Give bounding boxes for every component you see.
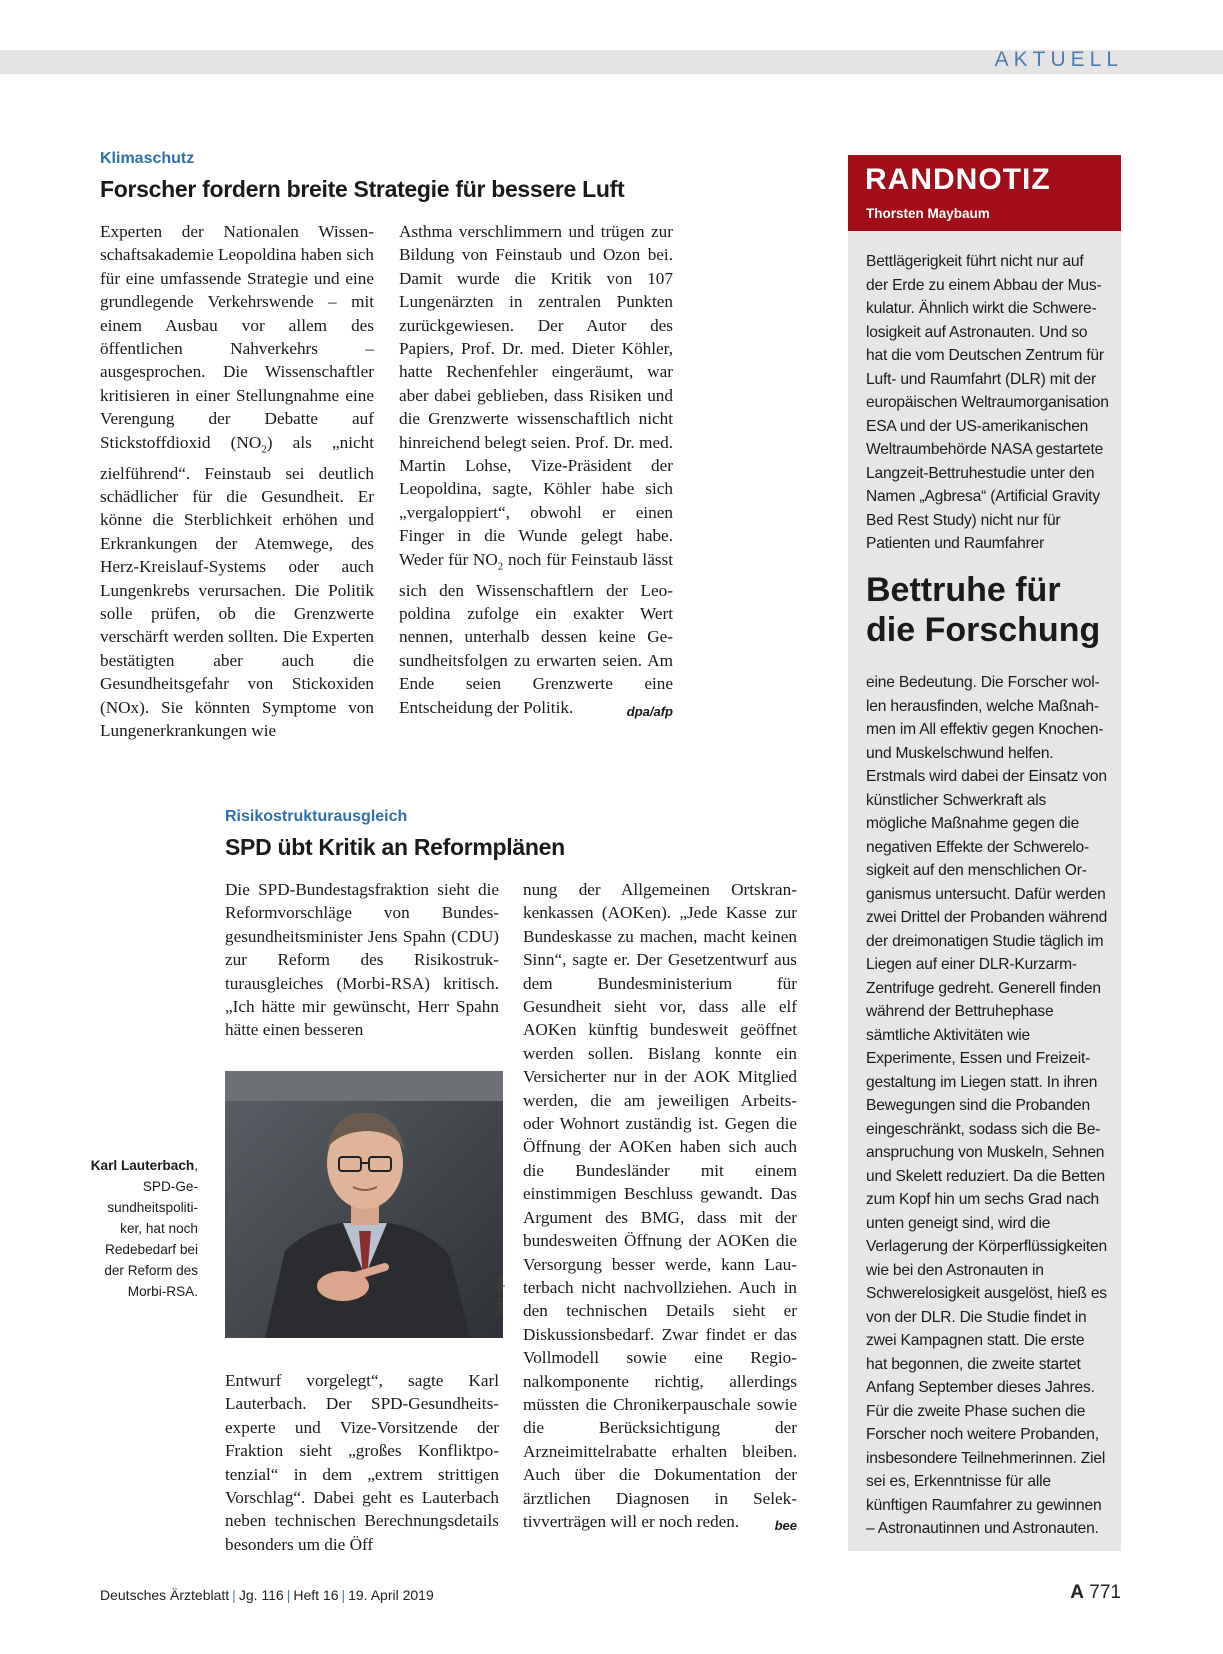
photo-credit: Foto: dpa (495, 1276, 505, 1315)
article2-kicker: Risikostrukturausgleich (225, 808, 408, 825)
article2-column-2 (523, 878, 797, 1537)
page-number (1070, 1582, 1121, 1604)
no2-subscript: 2 (261, 443, 267, 456)
portrait-photo (225, 1071, 503, 1338)
photo-caption (90, 1155, 198, 1302)
no2-subscript: 2 (497, 560, 504, 573)
footer-issue: Heft 16 (293, 1587, 339, 1603)
article1-col2-text-a: Asthma verschlimmern und trügen zur Bildung von Feinstaub und Ozon bei. Damit wurde die Kritik von 107 Lungenärzten in zentralen Punkten zurückgewiesen. Der Autor des Papiers, Prof. Dr. med. Dieter Köhler, hatte Rechenfehler eingeräumt, war aber dabei geblieben, dass Risiken und die Grenzwerte wissenschaftlich nicht hinreichend belegt seien. Prof. Dr. med. Martin Lohse, Vize-Präsident der Leopoldina, sagte, Köhler habe sich „vergaloppiert“, obwohl er einen Finger in die Wunde gelegt habe. Weder für NO (399, 222, 673, 569)
article1-headline: Forscher fordern breite Strategie für bessere Luft (100, 176, 625, 202)
article1-kicker: Klimaschutz (100, 150, 195, 167)
caption-name: Karl Lauterbach (90, 1158, 195, 1173)
randnotiz-body: eine Bedeutung. Die Forscher wollen herausfinden, welche Maßnahmen im All effektiv gegen Knochen- und Muskelschwund helfen. Erstmals wird dabei der Einsatz von künstlicher Schwerkraft als mögliche Maßnahme gegen die negativen Effekte der Schwerelosigkeit auf den menschlichen Organismus untersucht. Dafür werden zwei Drittel der Probanden während der dreimonatigen Studie täglich im Liegen auf einer DLR-Kurzarm-Zentrifuge gedreht. Generell finden während der Bettruhephase sämtliche Aktivitäten wie Experimente, Essen und Freizeitgestaltung im Liegen statt. In ihren Bewegungen sind die Probanden eingeschränkt, sodass sich die Beanspruchung von Muskeln, Sehnen und Skelett reduziert. Da die Betten zum Kopf hin um sechs Grad nach unten geneigt sind, wird die Verlagerung der Körperflüssigkeiten wie bei den Astronauten in Schwerelosigkeit ausgelöst, hieß es von der DLR. Die Studie findet in zwei Kampagnen statt. Die erste hat begonnen, die zweite startet Anfang September dieses Jahres. Für die zweite Phase suchen die Forscher noch weitere Probanden, insbesondere Teilnehmerinnen. Ziel sei es, Erkenntnisse für alle künftigen Raumfahrer zu gewinnen – Astronautinnen und Astronauten. (866, 674, 1108, 1537)
portrait-illustration (225, 1071, 503, 1338)
randnotiz-author: Thorsten Maybaum (866, 206, 990, 221)
article1-col1-text-b: ) als „nicht zielführend“. Feinstaub sei deutlich schädlicher für die Gesundheit. Er könne die Sterblichkeit erhöhen und Erkrankungen der Atemwege, des Herz-Kreislauf-Systems oder auch Lungenkrebs verursachen. Die Politik solle prüfen, ob die Grenzwerte verschärft werden sollten. Die Experten bestätigten aber auch die Gesundheitsgefahr von Stickoxiden (NOx). Sie könnten Symptome von Lungenerkrankungen wie (100, 432, 375, 740)
article2-column-1-bottom (225, 1369, 499, 1556)
article2-col2-text: nung der Allgemeinen Ortskrankenkassen (AOKen). „Jede Kasse zur Bundeskasse zu machen, macht keinen Sinn“, sagte er. Der Gesetzentwurf aus dem Bundesministerium für Gesundheit sieht vor, dass alle elf AOKen künftig bundesweit geöffnet werden sollen. Bislang konnte ein Versicherter nur in der AOK Mitglied werden, die am jeweiligen Arbeits- oder Wohnort zuständig ist. Gegen die Öffnung der AOKen haben sich auch die Bundesländer mit einem einstimmigen Beschluss gewandt. Das Argument des BMG, dass mit der bundesweiten Öffnung der AOKen die Versorgung besser werde, kann Lauterbach nicht nachvollziehen. Auch in den technischen Details sieht er Diskussionsbedarf. Zwar findet er das Vollmodell sowie eine Regionalkomponente richtig, allerdings müssten die Chronikerpauschale sowie die Berücksichtigung der Arzneimittelrabatte erhalten bleiben. Auch über die Dokumentation der ärztlichen Diagnosen in Selektivverträgen will er noch reden. (523, 880, 797, 1531)
randnotiz-headline: Bettruhe für die Forschung (866, 571, 1101, 649)
article1-signature: dpa/afp (626, 703, 673, 719)
footer: Deutsches Ärzteblatt | Jg. 116 | Heft 16 | 19. April 2019 (100, 1587, 434, 1603)
page-number-value: 771 (1089, 1582, 1121, 1603)
randnotiz-intro: Bettlägerigkeit führt nicht nur auf der Erde zu einem Abbau der Muskulatur. Ähnlich wirkt die Schwerelosigkeit auf Astronauten. Und so hat die vom Deutschen Zentrum für Luft- und Raumfahrt (DLR) mit der europäischen Weltraumorganisation ESA und der US-amerikanischen Weltraumbehörde NASA gestartete Langzeit-Bettruhestudie unter den Namen „Agbresa“ (Artificial Gravity Bed Rest Study) nicht nur für Patienten und Raumfahrer (866, 253, 1109, 552)
article2-signature: bee (774, 1517, 797, 1533)
article1-column-1 (100, 220, 374, 742)
article2-column-1-top (225, 878, 499, 1042)
footer-date: 19. April 2019 (348, 1587, 434, 1603)
footer-journal: Deutsches Ärzteblatt (100, 1587, 230, 1603)
randnotiz-title: RANDNOTIZ (865, 163, 1051, 196)
article1-col1-text-a: Experten der Nationalen Wissenschaftsakademie Leopoldina haben sich für eine umfassende Strategie und eine grundlegende Verkehrswende – mit einem Ausbau vor allem des öffentlichen Nahverkehrs – ausgesprochen. Die Wissenschaftler kritisieren in einer Stellungnahme eine Verengung der Debatte auf Stickstoffdioxid (NO (100, 222, 374, 452)
caption-text: , SPD-Gesundheitspolitiker, hat noch Redebedarf bei der Reform des Morbi-RSA. (104, 1158, 198, 1299)
footer-volume: Jg. 116 (238, 1587, 284, 1603)
section-label: AKTUELL (994, 48, 1123, 71)
page-prefix: A (1070, 1582, 1085, 1603)
article2-col1-top-text: Die SPD-Bundestagsfraktion sieht die Reformvorschläge von Bundesgesundheitsminister Jens Spahn (CDU) zur Reform des Risikostrukturausgleiches (Morbi-RSA) kritisch. „Ich hätte mir gewünscht, Herr Spahn hätte einen besseren (225, 880, 499, 1040)
article2-headline: SPD übt Kritik an Reformplänen (225, 834, 565, 860)
article1-col2-text-b: noch für Feinstaub lässt sich den Wissenschaftlern der Leopoldina zufolge ein exakter Wert nennen, unterhalb dessen keine Gesundheitsfolgen zu erwarten seien. Am Ende seien Grenzwerte eine Entscheidung der Politik. (399, 549, 673, 717)
article1-column-2 (399, 220, 673, 723)
article2-col1-bottom-text: Entwurf vorgelegt“, sagte Karl Lauterbach. Der SPD-Gesundheitsexperte und Vize-Vorsitzende der Fraktion sieht „großes Konfliktpotenzial“ in dem „extrem strittigen Vorschlag“. Dabei geht es Lauterbach neben technischen Berechnungsdetails besonders um die Öff (225, 1371, 499, 1554)
